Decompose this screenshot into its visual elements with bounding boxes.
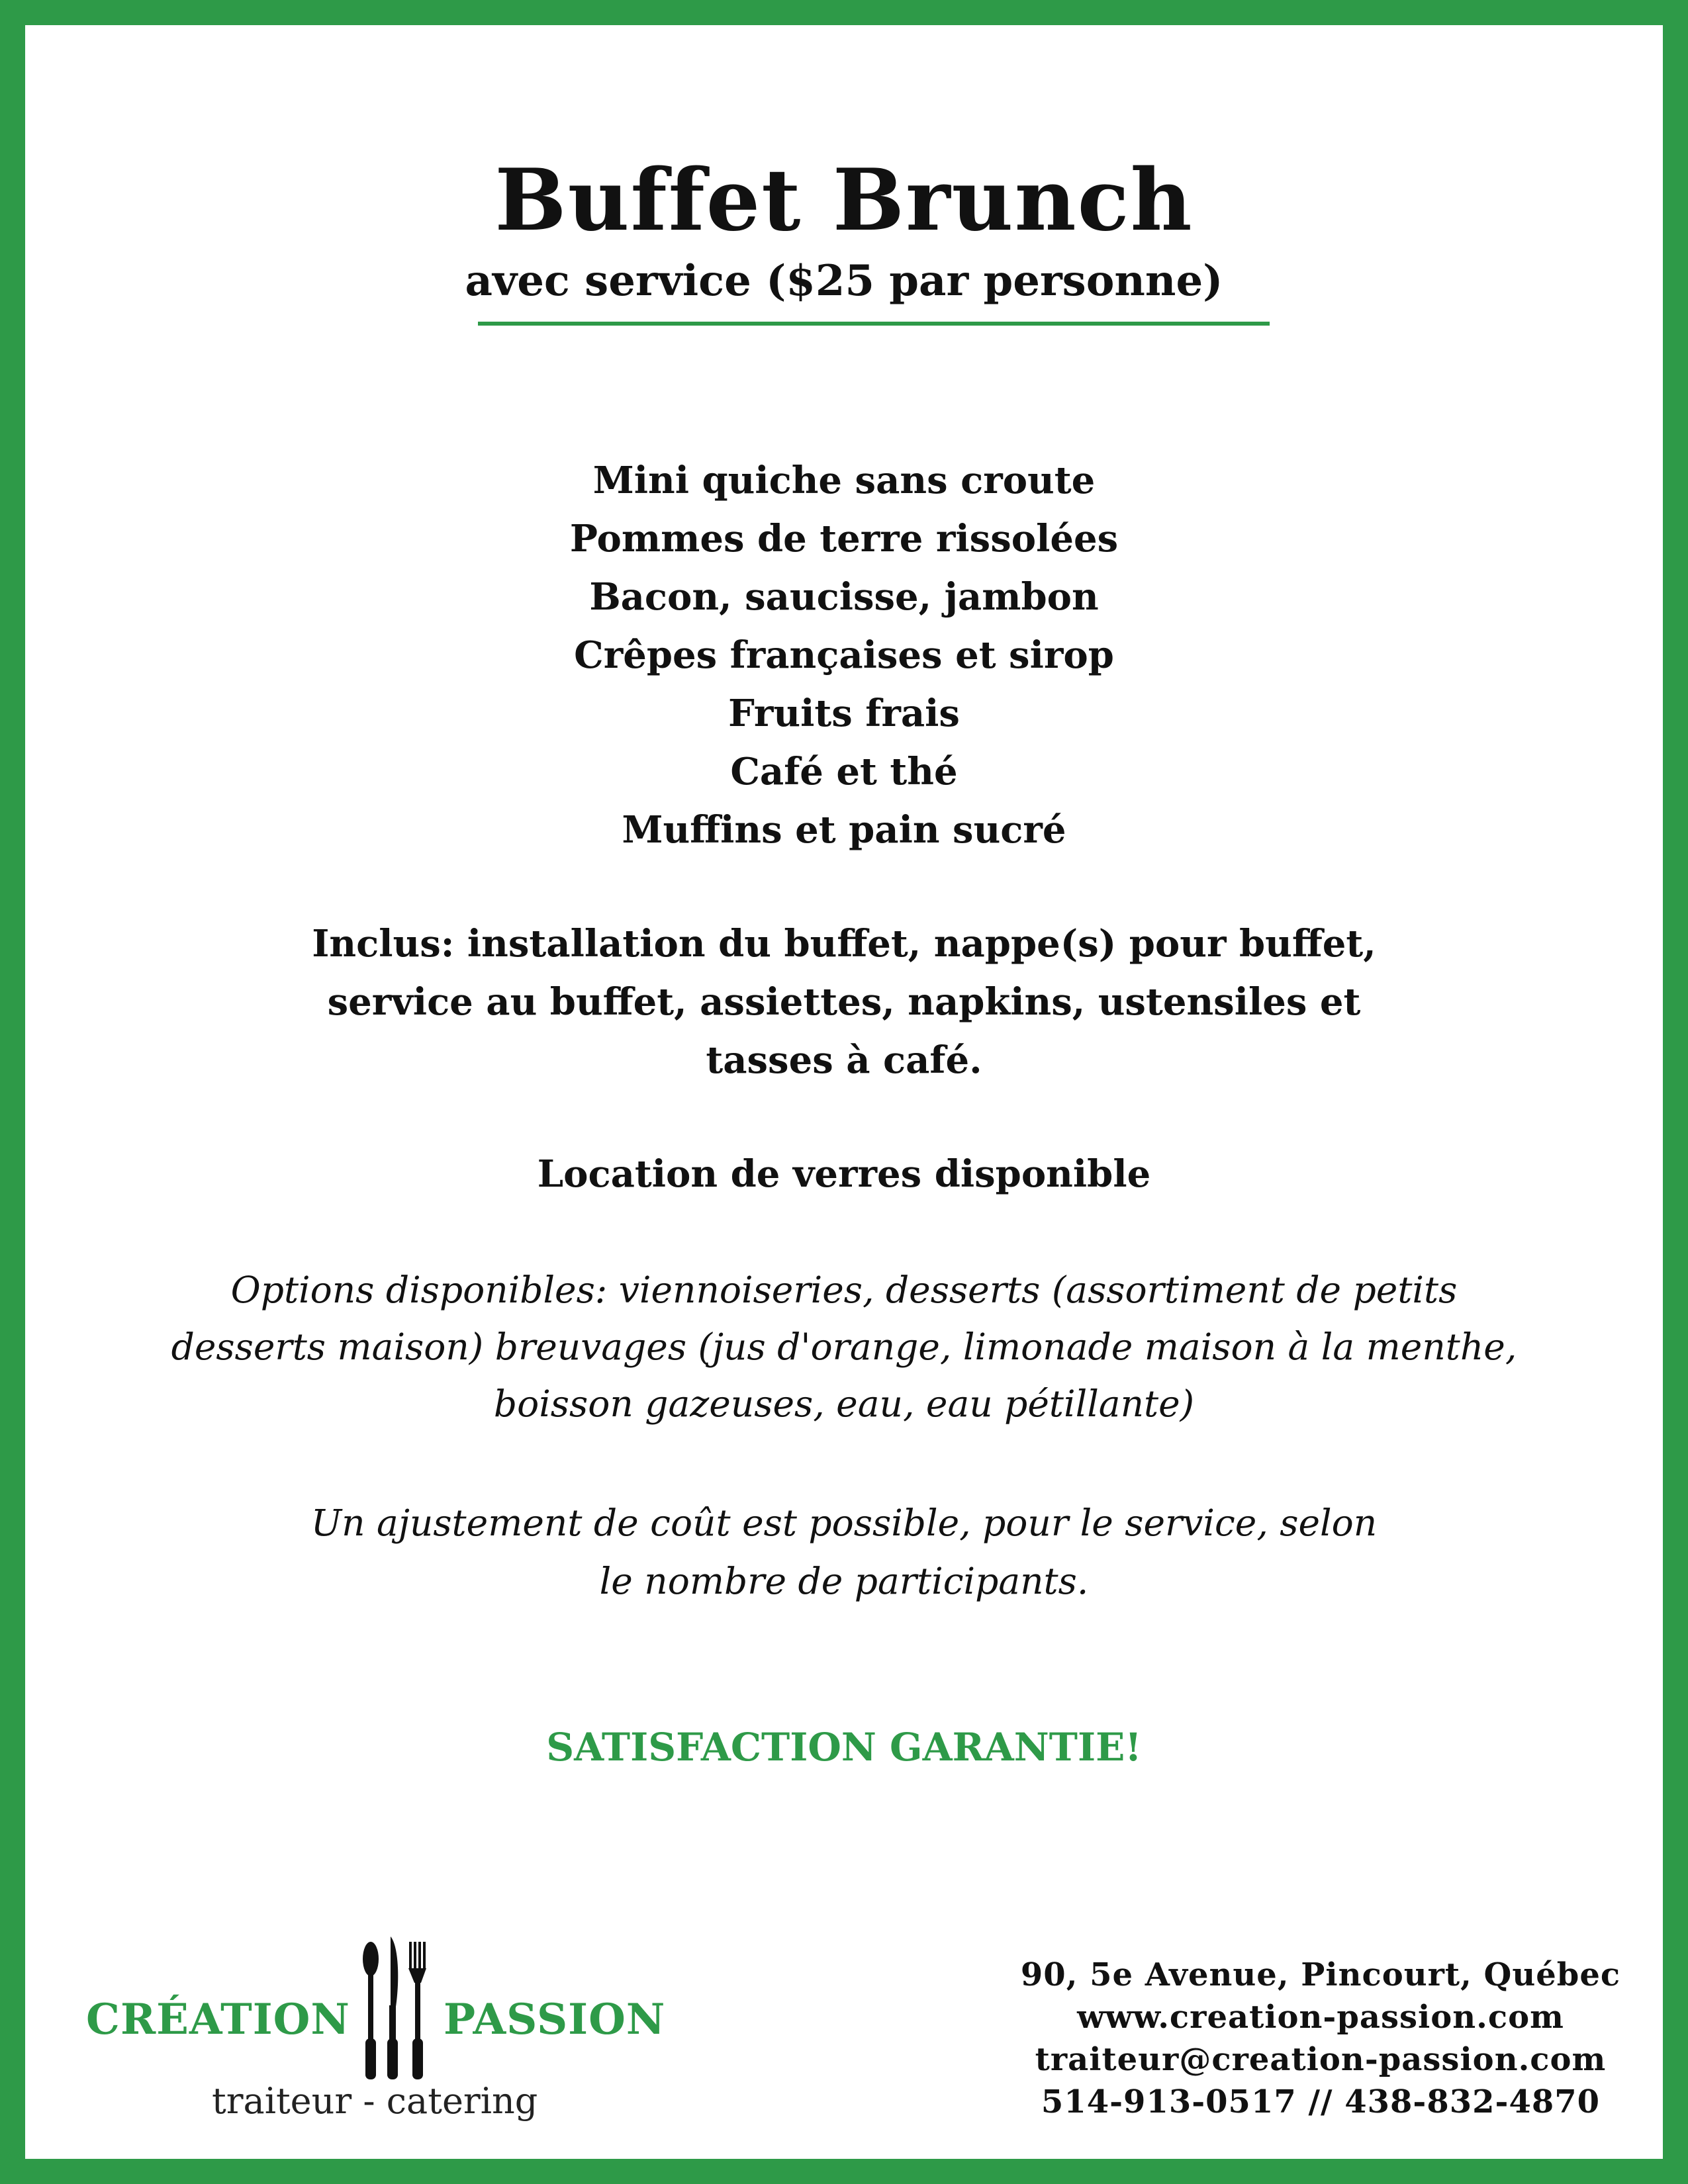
adjustment-text: Un ajustement de coût est possible, pour le service, selon le nombre de participants. bbox=[310, 1502, 1378, 1602]
menu-item: Mini quiche sans croute bbox=[592, 459, 1096, 502]
company-logo bbox=[79, 1933, 675, 2131]
cutlery-icon bbox=[357, 1933, 430, 2085]
options-text: Options disponibles: viennoiseries, desserts (assortiment de petits desserts maison) breuvages (jus d'orange, limonade maison à la menthe, boisson gazeuses, eau, eau pétillante) bbox=[171, 1269, 1517, 1425]
menu-list bbox=[0, 451, 1688, 859]
menu-item: Pommes de terre rissolées bbox=[569, 517, 1119, 561]
logo-tagline: traiteur - catering bbox=[212, 2080, 538, 2122]
page-title: Buffet Brunch bbox=[494, 151, 1194, 250]
guarantee-text: SATISFACTION GARANTIE! bbox=[546, 1725, 1142, 1770]
contact-email: traiteur@creation-passion.com bbox=[1035, 2041, 1607, 2078]
contact-address: 90, 5e Avenue, Pincourt, Québec bbox=[1020, 1956, 1621, 1993]
logo-word-right: PASSION bbox=[444, 1995, 666, 2044]
menu-item: Fruits frais bbox=[728, 692, 960, 735]
menu-item: Café et thé bbox=[730, 750, 958, 794]
contact-website: www.creation-passion.com bbox=[1077, 1999, 1564, 2036]
menu-item: Muffins et pain sucré bbox=[622, 808, 1066, 852]
contact-block bbox=[1019, 1954, 1622, 2123]
contact-phones: 514-913-0517 // 438-832-4870 bbox=[1041, 2083, 1601, 2120]
menu-item: Bacon, saucisse, jambon bbox=[589, 575, 1099, 619]
menu-item: Crêpes françaises et sirop bbox=[574, 633, 1114, 677]
page-subtitle: avec service ($25 par personne) bbox=[465, 256, 1223, 306]
title-underline bbox=[478, 322, 1270, 326]
rental-text: Location de verres disponible bbox=[537, 1152, 1151, 1196]
included-text: Inclus: installation du buffet, nappe(s) pour buffet, service au buffet, assiettes, napkins, ustensiles et tasses à café. bbox=[312, 922, 1376, 1082]
logo-word-left: CRÉATION bbox=[86, 1995, 350, 2044]
